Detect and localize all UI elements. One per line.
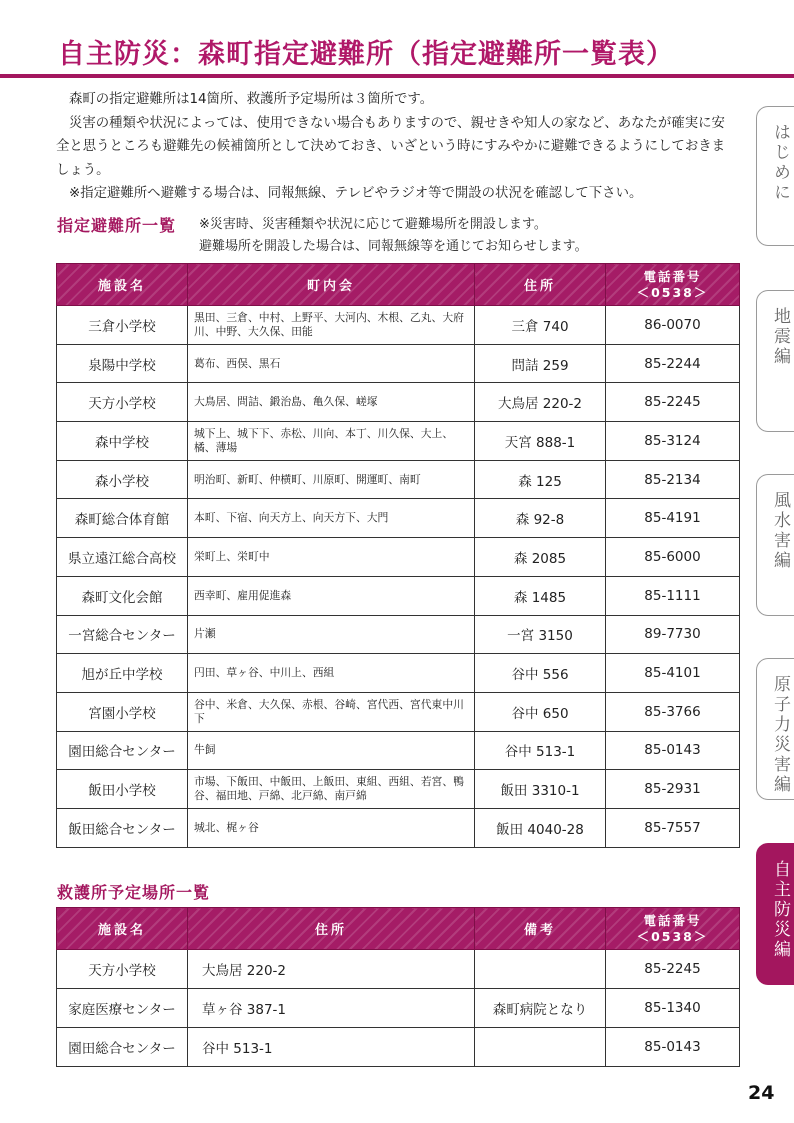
- phone-cell: 85-2245: [606, 950, 740, 989]
- phone-cell: 85-6000: [606, 538, 740, 577]
- facility-cell: 天方小学校: [57, 950, 188, 989]
- shelter-note-1: ※災害時、災害種類や状況に応じて避難場所を開設します。: [199, 217, 547, 232]
- firstaid-table: [56, 907, 740, 1067]
- facility-cell: 天方小学校: [57, 383, 188, 422]
- phone-cell: 85-0143: [606, 1028, 740, 1067]
- remarks-cell: [475, 1028, 606, 1067]
- shelter-table: [56, 263, 740, 848]
- table-row: [57, 538, 740, 577]
- facility-cell: 森町文化会館: [57, 576, 188, 615]
- table-row: [57, 770, 740, 809]
- col-phone: [606, 264, 740, 306]
- facility-cell: 園田総合センター: [57, 731, 188, 770]
- intro-line-1: 森町の指定避難所は14箇所、救護所予定場所は３箇所です。: [69, 92, 434, 107]
- address-cell: 谷中 513-1: [475, 731, 606, 770]
- area-cell: 葛布、西俣、黒石: [188, 344, 475, 383]
- facility-cell: 県立遠江総合高校: [57, 538, 188, 577]
- remarks-cell: 森町病院となり: [475, 989, 606, 1028]
- col-address: 住所: [188, 908, 475, 950]
- address-cell: 問詰 259: [475, 344, 606, 383]
- address-cell: 谷中 650: [475, 692, 606, 731]
- phone-cell: 85-2244: [606, 344, 740, 383]
- table-row: [57, 692, 740, 731]
- address-cell: 谷中 513-1: [188, 1028, 475, 1067]
- col-phone: [606, 908, 740, 950]
- tab-earthquake[interactable]: 地震編: [756, 290, 794, 432]
- phone-cell: 85-7557: [606, 808, 740, 847]
- table-row: [57, 306, 740, 345]
- facility-cell: 森中学校: [57, 422, 188, 461]
- area-cell: 円田、草ヶ谷、中川上、西組: [188, 654, 475, 693]
- address-cell: 森 125: [475, 460, 606, 499]
- table-row: [57, 731, 740, 770]
- area-cell: 市場、下飯田、中飯田、上飯田、東組、西組、若宮、鴨谷、福田地、戸綿、北戸綿、南戸綿: [188, 770, 475, 809]
- phone-cell: 85-2245: [606, 383, 740, 422]
- col-area: 町内会: [188, 264, 475, 306]
- address-cell: 三倉 740: [475, 306, 606, 345]
- table-row: [57, 576, 740, 615]
- phone-cell: 85-4191: [606, 499, 740, 538]
- col-phone-label: 電話番号: [643, 912, 702, 928]
- area-cell: 明治町、新町、仲横町、川原町、開運町、南町: [188, 460, 475, 499]
- address-cell: 飯田 4040-28: [475, 808, 606, 847]
- table-row: [57, 344, 740, 383]
- phone-cell: 89-7730: [606, 615, 740, 654]
- phone-cell: 85-2931: [606, 770, 740, 809]
- intro-line-2: 災害の種類や状況によっては、使用できない場合もありますので、親せきや知人の家など、あなたが確実に安全と思うところも避難先の候補箇所として決めておき、いざという時にすみやかに避難できるようにしておきましょう。: [56, 115, 725, 178]
- col-phone-code: ＜0538＞: [636, 928, 709, 944]
- table-row: [57, 950, 740, 989]
- col-facility: 施設名: [57, 264, 188, 306]
- firstaid-section-title: 救護所予定場所一覧: [57, 883, 211, 902]
- facility-cell: 家庭医療センター: [57, 989, 188, 1028]
- intro-text: [56, 88, 736, 206]
- facility-cell: 宮園小学校: [57, 692, 188, 731]
- facility-cell: 森町総合体育館: [57, 499, 188, 538]
- table-row: [57, 460, 740, 499]
- address-cell: 谷中 556: [475, 654, 606, 693]
- table-row: [57, 383, 740, 422]
- phone-cell: 85-2134: [606, 460, 740, 499]
- area-cell: 城北、梶ヶ谷: [188, 808, 475, 847]
- address-cell: 大鳥居 220-2: [188, 950, 475, 989]
- address-cell: 飯田 3310-1: [475, 770, 606, 809]
- facility-cell: 三倉小学校: [57, 306, 188, 345]
- facility-cell: 森小学校: [57, 460, 188, 499]
- address-cell: 森 92-8: [475, 499, 606, 538]
- phone-cell: 85-3124: [606, 422, 740, 461]
- table-row: [57, 422, 740, 461]
- facility-cell: 飯田小学校: [57, 770, 188, 809]
- tab-nuclear[interactable]: 原子力災害編: [756, 658, 794, 800]
- table-row: [57, 808, 740, 847]
- area-cell: 本町、下宿、向天方上、向天方下、大門: [188, 499, 475, 538]
- table-row: [57, 615, 740, 654]
- facility-cell: 一宮総合センター: [57, 615, 188, 654]
- address-cell: 草ヶ谷 387-1: [188, 989, 475, 1028]
- tab-flood[interactable]: 風水害編: [756, 474, 794, 616]
- col-facility: 施設名: [57, 908, 188, 950]
- intro-line-3: ※指定避難所へ避難する場合は、同報無線、テレビやラジオ等で開設の状況を確認して下さい。: [69, 186, 643, 201]
- shelter-section-title: 指定避難所一覧: [57, 216, 177, 235]
- address-cell: 一宮 3150: [475, 615, 606, 654]
- phone-cell: 85-3766: [606, 692, 740, 731]
- col-address: 住所: [475, 264, 606, 306]
- table-row: [57, 989, 740, 1028]
- phone-cell: 85-4101: [606, 654, 740, 693]
- area-cell: 谷中、米倉、大久保、赤根、谷崎、宮代西、宮代東中川下: [188, 692, 475, 731]
- tab-introduction[interactable]: はじめに: [756, 106, 794, 246]
- phone-cell: 86-0070: [606, 306, 740, 345]
- phone-cell: 85-1111: [606, 576, 740, 615]
- area-cell: 牛飼: [188, 731, 475, 770]
- facility-cell: 旭が丘中学校: [57, 654, 188, 693]
- remarks-cell: [475, 950, 606, 989]
- phone-cell: 85-0143: [606, 731, 740, 770]
- address-cell: 天宮 888-1: [475, 422, 606, 461]
- facility-cell: 飯田総合センター: [57, 808, 188, 847]
- area-cell: 片瀬: [188, 615, 475, 654]
- area-cell: 西幸町、雇用促進森: [188, 576, 475, 615]
- address-cell: 森 1485: [475, 576, 606, 615]
- title-underline: [0, 74, 794, 78]
- table-row: [57, 654, 740, 693]
- area-cell: 黒田、三倉、中村、上野平、大河内、木根、乙丸、大府川、中野、大久保、田能: [188, 306, 475, 345]
- address-cell: 森 2085: [475, 538, 606, 577]
- area-cell: 城下上、城下下、赤松、川向、本丁、川久保、大上、橘、薄場: [188, 422, 475, 461]
- page-title: 自主防災：森町指定避難所（指定避難所一覧表）: [58, 39, 674, 70]
- facility-cell: 泉陽中学校: [57, 344, 188, 383]
- phone-cell: 85-1340: [606, 989, 740, 1028]
- area-cell: 大鳥居、問詰、鍛治島、亀久保、嵯塚: [188, 383, 475, 422]
- area-cell: 栄町上、栄町中: [188, 538, 475, 577]
- col-phone-code: ＜0538＞: [636, 284, 709, 300]
- col-remarks: 備考: [475, 908, 606, 950]
- facility-cell: 園田総合センター: [57, 1028, 188, 1067]
- table-row: [57, 1028, 740, 1067]
- page-number: 24: [748, 1082, 775, 1104]
- shelter-note-2: 避難場所を開設した場合は、同報無線等を通じてお知らせします。: [199, 239, 588, 254]
- table-row: [57, 499, 740, 538]
- col-phone-label: 電話番号: [643, 268, 702, 284]
- tab-self-defense[interactable]: 自主防災編: [756, 843, 794, 985]
- address-cell: 大鳥居 220-2: [475, 383, 606, 422]
